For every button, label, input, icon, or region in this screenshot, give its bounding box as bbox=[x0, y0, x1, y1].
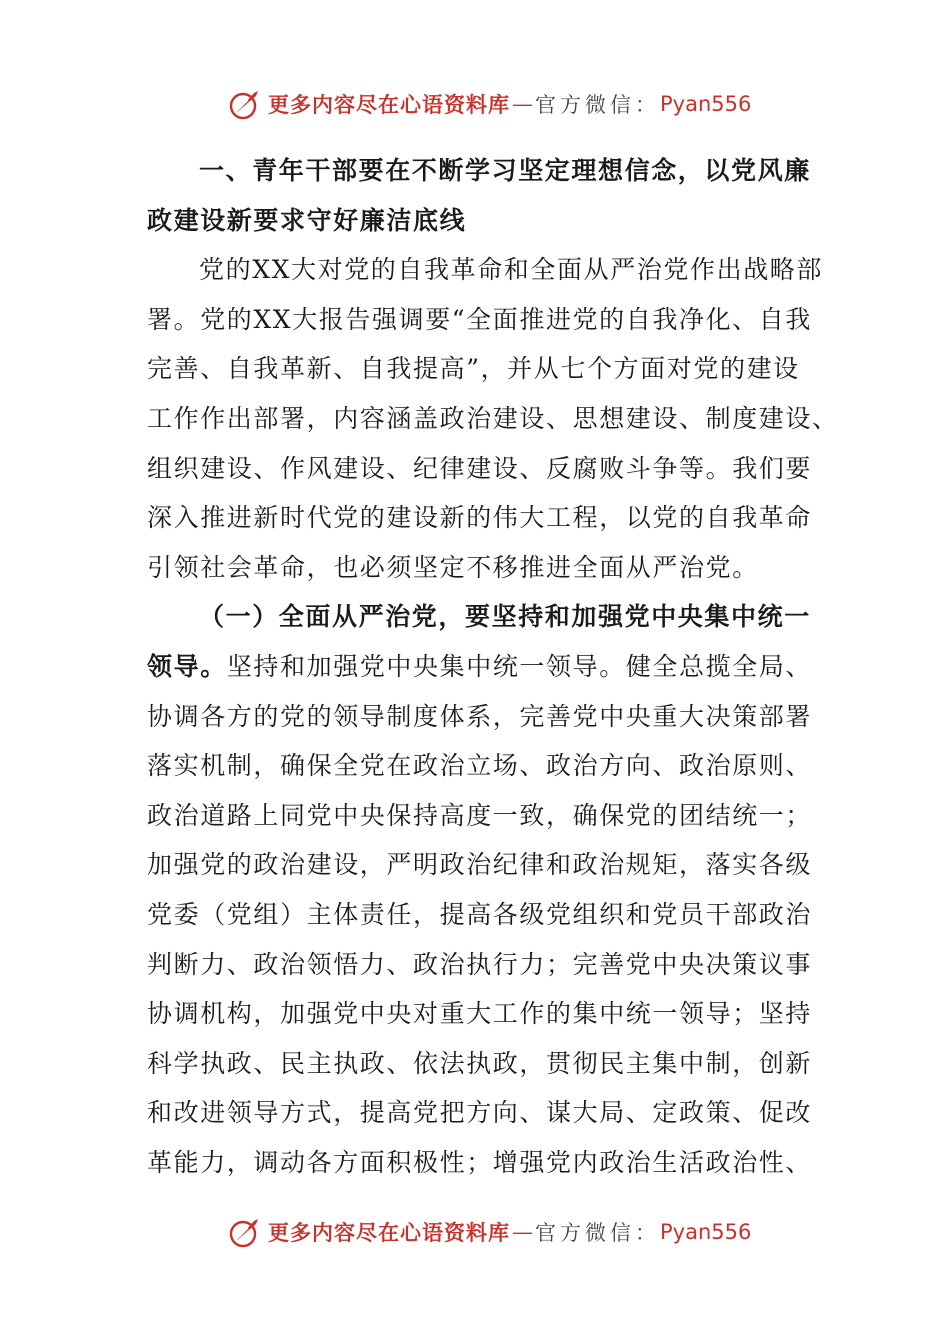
body-line: 科学执政、民主执政、依法执政，贯彻民主集中制，创新 bbox=[147, 1048, 813, 1078]
watermark-dash: — bbox=[512, 1220, 533, 1244]
paragraph-line: 党的XX大对党的自我革命和全面从严治党作出战略部 bbox=[199, 255, 823, 285]
paragraph-line: 组织建设、作风建设、纪律建设、反腐败斗争等。我们要 bbox=[147, 453, 813, 483]
watermark-dash: — bbox=[512, 92, 533, 116]
body-line: 和改进领导方式，提高党把方向、谋大局、定政策、促改 bbox=[147, 1098, 813, 1128]
paragraph-line: 完善、自我革新、自我提高”，并从七个方面对党的建设 bbox=[147, 354, 800, 384]
watermark-wechat-id: Pyan556 bbox=[660, 92, 752, 116]
section-heading-line-2: 政建设新要求守好廉洁底线 bbox=[147, 205, 467, 235]
watermark-official-label: 官方微信： bbox=[535, 93, 660, 117]
body-line: 判断力、政治领悟力、政治执行力；完善党中央决策议事 bbox=[147, 949, 813, 979]
body-line: 协调机构，加强党中央对重大工作的集中统一领导；坚持 bbox=[147, 999, 813, 1029]
watermark-banner-bottom bbox=[228, 1212, 751, 1252]
body-line: 加强党的政治建设，严明政治纪律和政治规矩，落实各级 bbox=[147, 850, 813, 880]
section-heading-line-1: 一、青年干部要在不断学习坚定理想信念，以党风廉 bbox=[199, 156, 811, 185]
subsection-heading-line-2 bbox=[147, 642, 813, 692]
subsection-heading-tail: 领导。 bbox=[147, 651, 227, 681]
watermark-official-label: 官方微信： bbox=[535, 1221, 660, 1245]
paragraph-line: 深入推进新时代党的建设新的伟大工程，以党的自我革命 bbox=[147, 503, 813, 533]
body-line: 政治道路上同党中央保持高度一致，确保党的团结统一； bbox=[147, 800, 813, 830]
paragraph-line: 署。党的XX大报告强调要“全面推进党的自我净化、自我 bbox=[147, 304, 812, 334]
body-line: 协调各方的党的领导制度体系，完善党中央重大决策部署 bbox=[147, 701, 813, 731]
paragraph-line: 工作作出部署，内容涵盖政治建设、思想建设、制度建设、 bbox=[147, 403, 839, 433]
body-line: 落实机制，确保全党在政治立场、政治方向、政治原则、 bbox=[147, 751, 813, 781]
body-line: 党委（党组）主体责任，提高各级党组织和党员干部政治 bbox=[147, 899, 813, 929]
quill-logo-icon bbox=[228, 87, 262, 121]
quill-logo-icon bbox=[228, 1215, 262, 1249]
paragraph-line: 引领社会革命，也必须坚定不移推进全面从严治党。 bbox=[147, 552, 759, 582]
document-body bbox=[147, 146, 839, 1187]
watermark-banner-top bbox=[228, 84, 751, 124]
watermark-wechat-id: Pyan556 bbox=[660, 1220, 752, 1244]
body-line: 革能力，调动各方面积极性；增强党内政治生活政治性、 bbox=[147, 1147, 813, 1177]
subsection-heading-line-1: （一）全面从严治党，要坚持和加强党中央集中统一 bbox=[199, 602, 811, 632]
subsection-body-start: 坚持和加强党中央集中统一领导。健全总揽全局、 bbox=[226, 651, 813, 681]
watermark-brand: 更多内容尽在心语资料库 bbox=[268, 1220, 510, 1245]
watermark-brand: 更多内容尽在心语资料库 bbox=[268, 92, 510, 117]
